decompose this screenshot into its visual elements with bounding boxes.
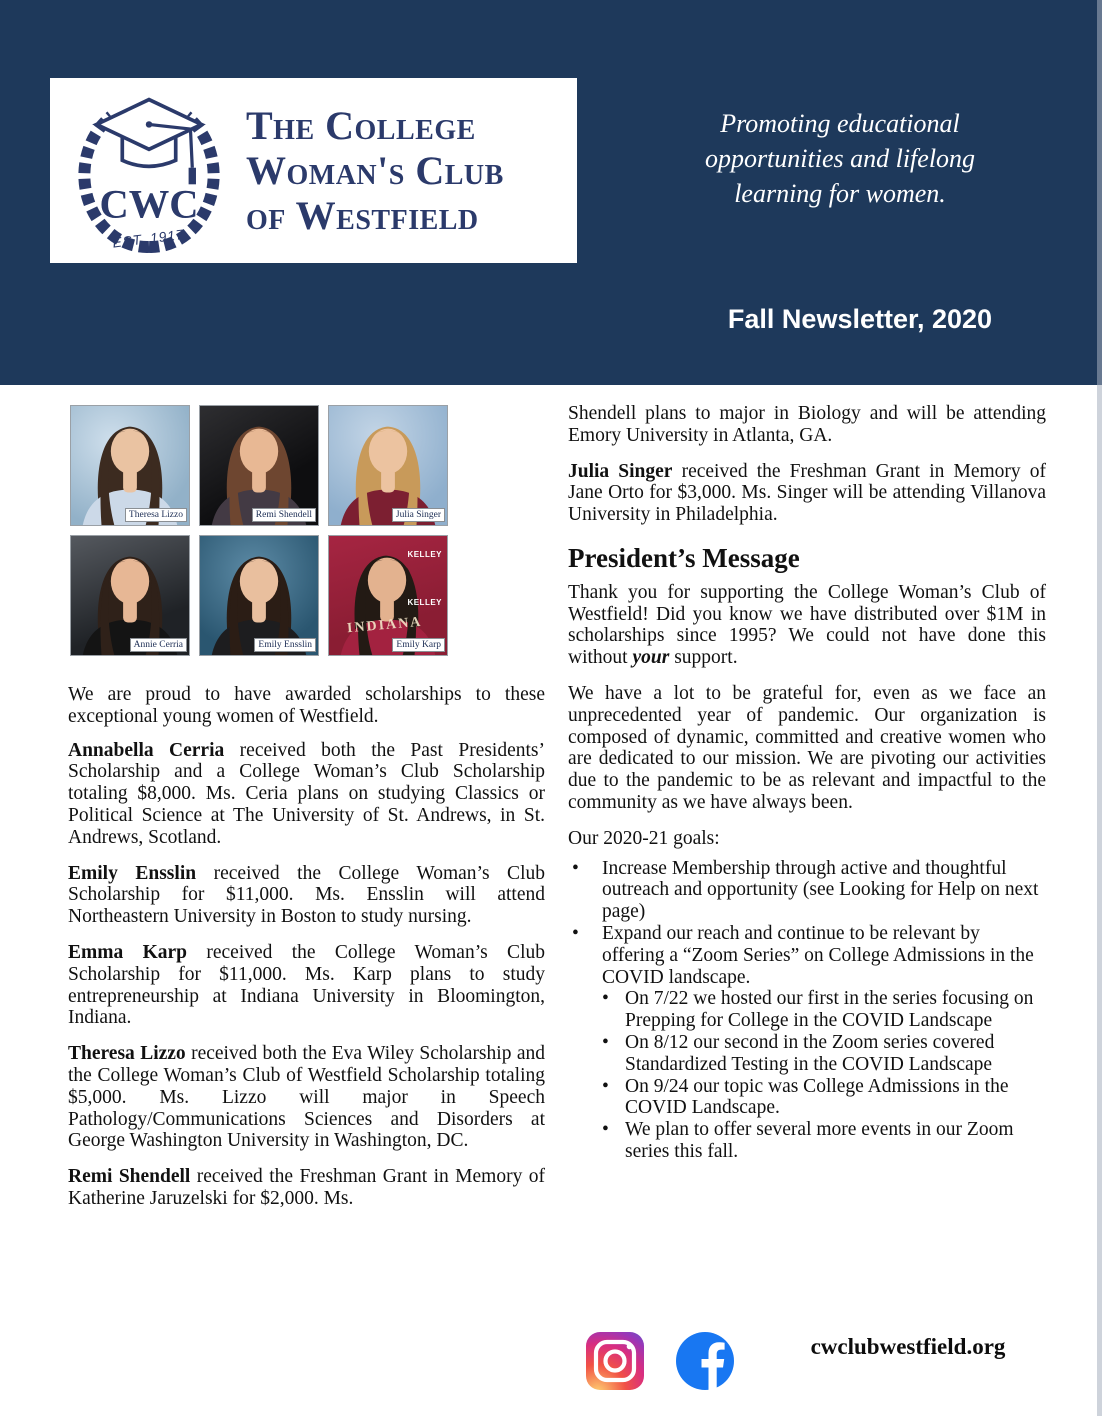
zoom-event-item: • On 9/24 our topic was College Admissions in the COVID Landscape. — [568, 1076, 1046, 1120]
scholar-paragraph — [68, 740, 545, 849]
photo-name-label: Remi Shendell — [252, 508, 316, 522]
logo-title-line: The College — [246, 103, 476, 148]
page-edge-strip — [1097, 0, 1102, 1416]
scholar-name: Emma Karp — [68, 941, 188, 963]
scholar-paragraph-text: received both the Eva Wiley Scholarship and the College Woman’s Club of Westfield Scholarship totaling $5,000. Ms. Lizzo will major in Speech Pathology/Communications Sciences and Disorders at George Washington University in Washington, DC. — [68, 1043, 545, 1152]
instagram-icon[interactable] — [585, 1330, 645, 1392]
club-tagline: Promoting educational opportunities and lifelong learning for women. — [704, 109, 976, 208]
scholar-photo-annie-cerria — [70, 535, 190, 656]
scholar-name: Annabella Cerria — [68, 739, 225, 761]
shirt-text: INDIANA — [346, 614, 423, 637]
left-column — [68, 405, 545, 1224]
photo-name-label: Julia Singer — [392, 508, 445, 522]
cap-button — [146, 121, 152, 127]
logo-established: EST. 1917 — [111, 225, 186, 251]
scholar-photo-grid — [70, 405, 545, 656]
zoom-event-item: • On 7/22 we hosted our first in the series focusing on Prepping for College in the COVID Landscape — [568, 988, 1046, 1032]
scholar-photo-emily-ensslin — [199, 535, 319, 656]
zoom-event-item: • We plan to offer several more events in our Zoom series this fall. — [568, 1119, 1046, 1163]
right-column — [568, 403, 1046, 1163]
scholar-paragraph — [68, 1166, 545, 1210]
facebook-icon[interactable] — [675, 1330, 735, 1392]
logo-title-line: of Westfield — [246, 193, 479, 238]
scholar-paragraph — [68, 1043, 545, 1152]
goal-item: • Expand our reach and continue to be relevant by offering a “Zoom Series” on College Admissions in the COVID landscape. — [568, 923, 1046, 988]
emphasis-your: your — [632, 647, 670, 669]
photo-name-label: Annie Cerria — [130, 638, 187, 652]
goals-label: Our 2020-21 goals: — [568, 827, 720, 849]
scholar-photo-emily-karp — [328, 535, 448, 656]
presidents-message-heading: President’s Message — [568, 542, 800, 573]
kelley-brand-text: KELLEY — [407, 550, 442, 559]
scholar-paragraph — [68, 942, 545, 1029]
scholar-photo-julia-singer — [328, 405, 448, 526]
presidents-message-paragraph: We have a lot to be grateful for, even as we face an unprecedented year of pandemic. Our organization is composed of dynamic, committed and creative women who are dedicated to our mission. We are pivoting our activities due to the pandemic to be as relevant and impactful to the community as we have always been. — [568, 682, 1046, 813]
photo-name-label: Emily Ensslin — [254, 638, 316, 652]
cwc-emblem-icon — [56, 83, 242, 258]
scholar-paragraph-text: received both the Past Presidents’ Scholarship and a College Woman’s Club Scholarship totaling $8,000. Ms. Ceria plans on studying Classics or Political Science at The University of St. Andrews, in St. Andrews, Scotland. — [68, 739, 546, 848]
presidents-message-paragraph: Thank you for supporting the College Woman’s Club of Westfield! Did you know we have distributed over $1M in scholarships since 1995? We could not have done this without your support. — [568, 581, 1046, 669]
goals-list — [568, 858, 1046, 989]
zoom-event-item: • On 8/12 our second in the Zoom series covered Standardized Testing in the COVID Landscape — [568, 1032, 1046, 1076]
photo-name-label: Emily Karp — [392, 638, 445, 652]
scholar-paragraph-text: received the College Woman’s Club Scholarship for $11,000. Ms. Karp plans to study entrepreneurship at Indiana University in Bloomington, Indiana. — [68, 941, 545, 1029]
scholar-paragraph — [568, 461, 1046, 526]
newsletter-issue: Fall Newsletter, 2020 — [727, 304, 993, 334]
scholar-photo-theresa-lizzo — [70, 405, 190, 526]
website-link[interactable]: cwclubwestfield.org — [810, 1334, 1006, 1359]
scholar-paragraph-text: received the Freshman Grant in Memory of Katherine Jaruzelski for $2,000. Ms. — [68, 1166, 545, 1209]
scholar-paragraph — [68, 863, 545, 928]
scholar-name: Julia Singer — [568, 460, 673, 482]
scholar-paragraph-text: received the Freshman Grant in Memory of Jane Orto for $3,000. Ms. Singer will be attending Villanova University in Philadelphia. — [568, 460, 1046, 526]
logo-title — [242, 103, 577, 238]
scholar-name: Emily Ensslin — [68, 862, 197, 884]
kelley-brand-text: KELLEY — [407, 598, 442, 607]
photo-name-label: Theresa Lizzo — [125, 508, 187, 522]
club-logo — [50, 78, 577, 263]
logo-monogram: CWC — [99, 181, 199, 227]
intro-paragraph: We are proud to have awarded scholarships to these exceptional young women of Westfield. — [68, 684, 545, 727]
goal-item: • Increase Membership through active and thoughtful outreach and opportunity (see Looking for Help on next page) — [568, 858, 1046, 923]
zoom-events-list — [568, 988, 1046, 1162]
logo-title-line: Woman's Club — [246, 148, 504, 193]
scholar-photo-remi-shendell — [199, 405, 319, 526]
continuation-paragraph: Shendell plans to major in Biology and will be attending Emory University in Atlanta, GA. — [568, 403, 1046, 446]
scholar-name: Theresa Lizzo — [68, 1043, 186, 1065]
masthead — [0, 0, 1102, 385]
scholar-name: Remi Shendell — [68, 1166, 191, 1188]
scholar-paragraph-text: received the College Woman’s Club Scholarship for $11,000. Ms. Ensslin will attend Northeastern University in Boston to study nursing. — [68, 862, 545, 928]
